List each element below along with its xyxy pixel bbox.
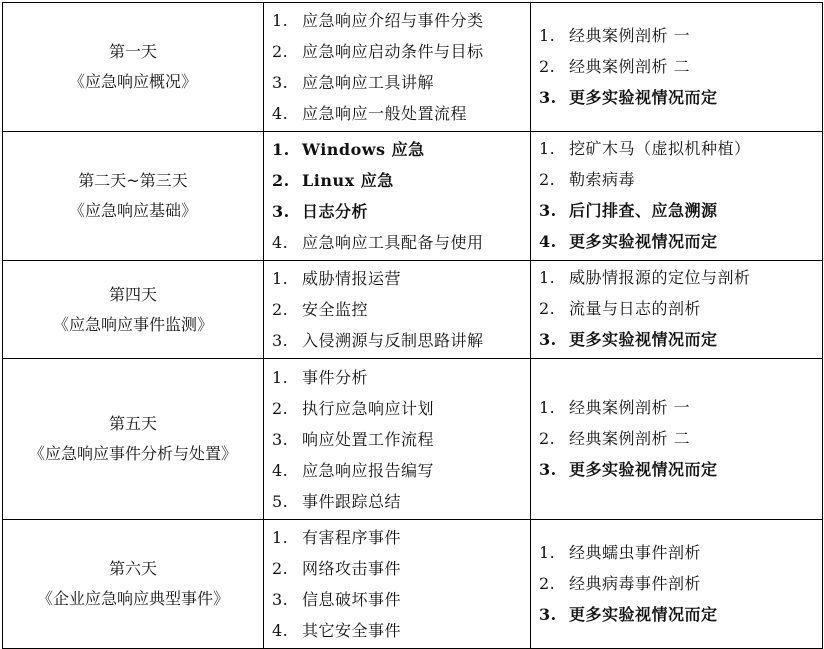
list-item [531, 226, 822, 257]
item-number: 3. [272, 331, 289, 350]
item-number: 1. [272, 269, 289, 288]
item-text: 更多实验视情况而定 [569, 604, 718, 624]
item-number: 1. [272, 528, 289, 547]
item-number: 1. [539, 397, 556, 417]
item-text: 有害程序事件 [302, 528, 402, 547]
item-text: 经典案例剖析 一 [569, 25, 691, 45]
list-item [264, 134, 530, 165]
list-item [531, 262, 822, 293]
item-number: 2. [539, 573, 556, 593]
day-name: 第四天 [108, 284, 157, 304]
item-text: 网络攻击事件 [302, 559, 402, 578]
list-item [531, 164, 822, 195]
schedule-row-day5 [3, 359, 823, 520]
item-text: 事件分析 [302, 367, 369, 387]
lab-list [531, 262, 822, 357]
topic-list [264, 360, 530, 519]
item-text: 经典病毒事件剖析 [569, 573, 702, 593]
item-number: 1. [272, 367, 289, 387]
item-number: 2. [272, 559, 289, 578]
topic-cell [264, 3, 531, 132]
item-number: 4. [539, 232, 557, 251]
list-item [264, 424, 530, 455]
item-text: 更多实验视情况而定 [569, 87, 718, 107]
item-number: 1. [539, 25, 556, 45]
day-title: 《应急响应概况》 [68, 72, 197, 91]
list-item [264, 584, 530, 615]
list-item [264, 393, 530, 424]
list-item [264, 455, 530, 486]
day-name: 第一天 [108, 42, 157, 61]
item-text: 威胁情报源的定位与剖析 [569, 268, 751, 287]
item-text: 应急响应工具讲解 [302, 73, 435, 92]
lab-cell [531, 261, 823, 359]
item-text: 其它安全事件 [302, 621, 402, 640]
item-number: 3. [272, 429, 289, 449]
item-number: 5. [272, 491, 289, 511]
list-item [264, 227, 530, 258]
topic-cell [264, 359, 531, 520]
day-title: 《应急响应事件监测》 [52, 314, 213, 334]
item-number: 4. [272, 104, 289, 123]
topic-list [264, 520, 530, 648]
item-number: 1. [539, 542, 556, 562]
list-item [264, 67, 530, 98]
list-item [264, 263, 530, 294]
item-number: 3. [539, 330, 557, 349]
item-text: 经典蠕虫事件剖析 [569, 542, 702, 562]
item-text: 流量与日志的剖析 [569, 299, 702, 318]
item-number: 2. [539, 299, 556, 318]
item-text: 更多实验视情况而定 [569, 459, 718, 479]
list-item [264, 362, 530, 393]
list-item [531, 51, 822, 82]
item-number: 1. [272, 11, 289, 30]
list-item [531, 133, 822, 164]
list-item [264, 165, 530, 196]
lab-list [531, 133, 822, 259]
item-text: 挖矿木马（虚拟机种植） [569, 139, 751, 158]
schedule-body [3, 3, 823, 649]
list-item [264, 294, 530, 325]
item-text: 事件跟踪总结 [302, 491, 402, 511]
list-item [531, 324, 822, 355]
list-item [264, 486, 530, 517]
schedule-row-day4 [3, 261, 823, 359]
day-cell [3, 3, 264, 132]
list-item [264, 553, 530, 584]
item-text: 更多实验视情况而定 [569, 330, 718, 349]
lab-cell [531, 359, 823, 520]
list-item [531, 599, 822, 630]
item-text: Linux 应急 [302, 171, 394, 190]
list-item [264, 196, 530, 227]
list-item [531, 293, 822, 324]
item-text: 更多实验视情况而定 [569, 232, 718, 251]
item-text: 日志分析 [302, 202, 369, 221]
item-text: 信息破坏事件 [302, 590, 402, 609]
item-text: 威胁情报运营 [302, 269, 402, 288]
item-text: 经典案例剖析 一 [569, 397, 691, 417]
day-cell [3, 132, 264, 261]
item-number: 3. [539, 201, 557, 220]
day-name: 第六天 [108, 559, 157, 578]
item-number: 3. [539, 87, 557, 107]
list-item [264, 5, 530, 36]
list-item [531, 537, 822, 568]
item-number: 1. [272, 140, 290, 159]
item-number: 1. [539, 139, 556, 158]
item-text: 勒索病毒 [569, 170, 636, 189]
day-name: 第二天~第三天 [78, 171, 188, 190]
list-item [264, 36, 530, 67]
lab-list [531, 537, 822, 632]
item-text: 经典案例剖析 二 [569, 428, 691, 448]
item-text: Windows 应急 [302, 140, 425, 159]
lab-cell [531, 520, 823, 649]
topic-cell [264, 132, 531, 261]
list-item [531, 392, 822, 423]
lab-cell [531, 3, 823, 132]
item-number: 2. [272, 398, 289, 418]
item-text: 应急响应介绍与事件分类 [302, 11, 484, 30]
day-title: 《应急响应基础》 [68, 201, 197, 220]
item-text: 应急响应报告编写 [302, 460, 435, 480]
item-text: 入侵溯源与反制思路讲解 [302, 331, 484, 350]
topic-list [264, 3, 530, 131]
item-text: 执行应急响应计划 [302, 398, 435, 418]
list-item [531, 454, 822, 485]
day-title: 《应急响应事件分析与处置》 [28, 444, 237, 463]
topic-list [264, 261, 530, 358]
list-item [531, 568, 822, 599]
item-text: 应急响应启动条件与目标 [302, 42, 484, 61]
item-number: 3. [272, 202, 290, 221]
schedule-row-day1 [3, 3, 823, 132]
item-number: 4. [272, 233, 289, 252]
item-number: 2. [272, 300, 289, 319]
list-item [531, 423, 822, 454]
day-title: 《企业应急响应典型事件》 [36, 589, 229, 608]
item-number: 2. [539, 170, 556, 189]
list-item [531, 20, 822, 51]
schedule-row-day6 [3, 520, 823, 649]
day-cell [3, 520, 264, 649]
topic-cell [264, 261, 531, 359]
item-text: 安全监控 [302, 300, 369, 319]
list-item [264, 325, 530, 356]
schedule-row-day2-3 [3, 132, 823, 261]
list-item [264, 522, 530, 553]
lab-list [531, 392, 822, 487]
list-item [264, 615, 530, 646]
item-text: 经典案例剖析 二 [569, 56, 691, 76]
day-name: 第五天 [108, 414, 157, 433]
item-text: 响应处置工作流程 [302, 429, 435, 449]
item-number: 2. [539, 56, 556, 76]
list-item [531, 82, 822, 113]
lab-cell [531, 132, 823, 261]
item-number: 4. [272, 621, 289, 640]
topic-list [264, 132, 530, 260]
item-number: 4. [272, 460, 289, 480]
course-schedule-table [2, 2, 823, 649]
lab-list [531, 20, 822, 115]
item-number: 1. [539, 268, 556, 287]
item-number: 2. [539, 428, 556, 448]
item-number: 3. [272, 590, 289, 609]
day-cell [3, 261, 264, 359]
list-item [264, 98, 530, 129]
item-number: 3. [272, 73, 289, 92]
list-item [531, 195, 822, 226]
item-number: 3. [539, 459, 557, 479]
day-cell [3, 359, 264, 520]
item-text: 应急响应一般处置流程 [302, 104, 468, 123]
item-number: 2. [272, 42, 289, 61]
item-text: 应急响应工具配备与使用 [302, 233, 484, 252]
topic-cell [264, 520, 531, 649]
item-number: 2. [272, 171, 290, 190]
item-number: 3. [539, 604, 557, 624]
item-text: 后门排查、应急溯源 [569, 201, 718, 220]
